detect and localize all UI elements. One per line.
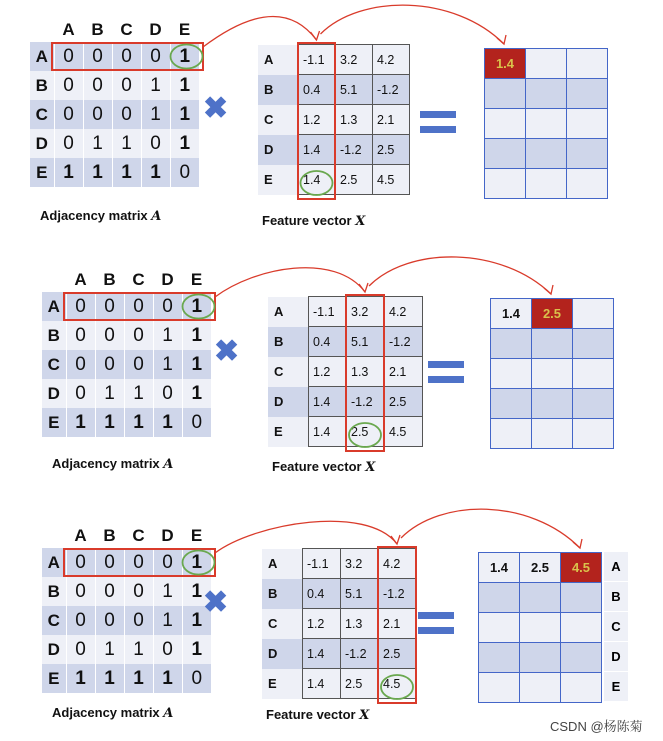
matrix-cell: 0 xyxy=(66,635,95,664)
matrix-cell: 0 xyxy=(66,350,95,379)
matrix-cell: 5.1 xyxy=(347,327,385,357)
matrix-cell: 1 xyxy=(95,664,124,693)
matrix-cell: -1.2 xyxy=(341,639,379,669)
result-cell xyxy=(491,359,532,389)
result-cell xyxy=(573,359,614,389)
row-label: A xyxy=(604,552,628,582)
matrix-cell: 4.2 xyxy=(373,45,410,75)
matrix-cell: 2.5 xyxy=(373,135,410,165)
matrix-cell: 1.3 xyxy=(341,609,379,639)
matrix-cell: 0 xyxy=(54,100,83,129)
matrix-cell: 3.2 xyxy=(336,45,373,75)
feature-caption xyxy=(262,213,365,229)
result-cell xyxy=(526,139,567,169)
result-cell xyxy=(532,329,573,359)
matrix-cell: 1 xyxy=(182,606,211,635)
matrix-cell: 1 xyxy=(182,379,211,408)
result-cell xyxy=(526,109,567,139)
caption-text: Feature vector xyxy=(272,459,366,474)
result-cell xyxy=(479,643,520,673)
result-cell xyxy=(491,419,532,449)
matrix-cell: 0 xyxy=(141,42,170,71)
matrix-cell: 0 xyxy=(124,292,153,321)
result-cell xyxy=(573,419,614,449)
caption-text: Adjacency matrix xyxy=(52,456,164,471)
matrix-cell: 0 xyxy=(124,321,153,350)
column-header: A xyxy=(74,526,87,545)
column-header: C xyxy=(132,526,145,545)
matrix-cell: 1 xyxy=(182,350,211,379)
matrix-cell: 1.4 xyxy=(303,669,341,699)
matrix-cell: 1.2 xyxy=(303,609,341,639)
column-header: A xyxy=(74,270,87,289)
matrix-cell: 0.4 xyxy=(299,75,336,105)
matrix-cell: 1 xyxy=(153,350,182,379)
matrix-cell: 1.4 xyxy=(309,417,347,447)
matrix-cell: 0 xyxy=(83,100,112,129)
matrix-cell: 2.1 xyxy=(373,105,410,135)
result-cell xyxy=(567,79,608,109)
matrix-cell: 5.1 xyxy=(341,579,379,609)
result-cell xyxy=(520,673,561,703)
caption-symbol: A xyxy=(163,706,174,721)
matrix-cell: 1.2 xyxy=(299,105,336,135)
column-header: E xyxy=(190,270,203,289)
matrix-cell: 1.2 xyxy=(309,357,347,387)
arrow-head xyxy=(497,35,506,44)
arrow-head xyxy=(311,31,320,40)
row-header: B xyxy=(258,75,299,105)
matrix-cell: 1 xyxy=(54,158,83,187)
feature-matrix xyxy=(258,44,410,195)
matrix-cell: 0 xyxy=(54,129,83,158)
matrix-cell: 1 xyxy=(153,577,182,606)
result-cell xyxy=(532,359,573,389)
result-cell xyxy=(567,169,608,199)
matrix-cell: 0 xyxy=(153,292,182,321)
multiply-icon: ✖ xyxy=(203,586,229,619)
result-cell xyxy=(485,109,526,139)
result-cell xyxy=(567,109,608,139)
matrix-cell: 1 xyxy=(95,635,124,664)
matrix-cell: 1 xyxy=(83,129,112,158)
matrix-cell: 1 xyxy=(170,71,199,100)
matrix-cell: 1 xyxy=(153,321,182,350)
arrow-head xyxy=(573,539,582,548)
result-cell xyxy=(573,299,614,329)
matrix-cell: 1 xyxy=(182,321,211,350)
row-header: E xyxy=(268,417,309,447)
matrix-cell: -1.2 xyxy=(373,75,410,105)
matrix-cell: 0 xyxy=(124,606,153,635)
result-cell xyxy=(491,329,532,359)
matrix-cell: 1 xyxy=(124,664,153,693)
adjacency-matrix xyxy=(42,268,211,437)
row-header: E xyxy=(42,408,66,437)
matrix-cell: 1 xyxy=(124,408,153,437)
matrix-cell: 1 xyxy=(83,158,112,187)
matrix-cell: 1 xyxy=(66,664,95,693)
caption-symbol: X xyxy=(365,460,376,475)
matrix-cell: -1.2 xyxy=(336,135,373,165)
matrix-cell: 0 xyxy=(66,577,95,606)
adjacency-caption xyxy=(52,705,173,721)
column-header: A xyxy=(62,20,75,39)
caption-symbol: A xyxy=(151,209,162,224)
arrow-head xyxy=(359,283,368,292)
caption-text: Adjacency matrix xyxy=(52,705,164,720)
result-cell xyxy=(479,613,520,643)
matrix-cell: -1.2 xyxy=(379,579,417,609)
matrix-cell: 0 xyxy=(95,350,124,379)
matrix-cell: 3.2 xyxy=(347,297,385,327)
matrix-cell: 4.2 xyxy=(385,297,423,327)
feature-caption xyxy=(272,459,375,475)
matrix-cell: -1.1 xyxy=(303,549,341,579)
row-header: A xyxy=(268,297,309,327)
matrix-cell: 1 xyxy=(153,408,182,437)
matrix-cell: 1.4 xyxy=(309,387,347,417)
matrix-cell: 0 xyxy=(153,379,182,408)
row-label: D xyxy=(604,642,628,672)
matrix-cell: 4.2 xyxy=(379,549,417,579)
row-header: A xyxy=(258,45,299,75)
result-cell xyxy=(479,673,520,703)
matrix-cell: 0 xyxy=(83,42,112,71)
row-header: E xyxy=(30,158,54,187)
matrix-cell: 0 xyxy=(95,321,124,350)
row-header: E xyxy=(262,669,303,699)
row-header: D xyxy=(262,639,303,669)
adjacency-caption xyxy=(40,208,161,224)
matrix-cell: 0.4 xyxy=(303,579,341,609)
matrix-cell: 0 xyxy=(54,71,83,100)
matrix-cell: 0 xyxy=(95,577,124,606)
result-cell xyxy=(485,169,526,199)
matrix-cell: 1 xyxy=(182,548,211,577)
matrix-cell: 0 xyxy=(112,100,141,129)
column-header: B xyxy=(103,270,116,289)
row-header: B xyxy=(268,327,309,357)
matrix-cell: 1 xyxy=(141,158,170,187)
result-matrix xyxy=(490,298,614,449)
result-cell xyxy=(485,79,526,109)
row-header: A xyxy=(30,42,54,71)
matrix-cell: 2.5 xyxy=(385,387,423,417)
row-header: B xyxy=(30,71,54,100)
equals-icon xyxy=(418,612,454,636)
matrix-cell: 1 xyxy=(141,71,170,100)
result-cell xyxy=(561,643,602,673)
matrix-cell: 1 xyxy=(170,42,199,71)
matrix-cell: 0 xyxy=(124,548,153,577)
matrix-cell: 0 xyxy=(66,606,95,635)
matrix-cell: 0 xyxy=(124,350,153,379)
caption-text: Feature vector xyxy=(266,707,360,722)
matrix-cell: 0 xyxy=(66,548,95,577)
matrix-cell: 3.2 xyxy=(341,549,379,579)
matrix-cell: 2.5 xyxy=(336,165,373,195)
matrix-cell: 5.1 xyxy=(336,75,373,105)
matrix-cell: 2.5 xyxy=(379,639,417,669)
matrix-cell: 1 xyxy=(182,292,211,321)
matrix-cell: 0 xyxy=(83,71,112,100)
watermark: CSDN @杨陈菊 xyxy=(550,719,643,734)
matrix-cell: 0 xyxy=(95,606,124,635)
result-cell xyxy=(485,139,526,169)
result-cell: 4.5 xyxy=(561,553,602,583)
matrix-cell: 1 xyxy=(141,100,170,129)
matrix-cell: 1 xyxy=(95,408,124,437)
matrix-cell: -1.2 xyxy=(347,387,385,417)
matrix-cell: 1 xyxy=(182,577,211,606)
adjacency-caption xyxy=(52,456,173,472)
result-cell xyxy=(561,613,602,643)
matrix-cell: 0 xyxy=(182,408,211,437)
arrow-to-feature xyxy=(215,268,365,297)
arrow-to-feature xyxy=(203,17,317,47)
matrix-cell: 0 xyxy=(170,158,199,187)
matrix-cell: 0 xyxy=(95,548,124,577)
matrix-cell: -1.1 xyxy=(309,297,347,327)
matrix-cell: 1.3 xyxy=(336,105,373,135)
matrix-cell: 1 xyxy=(124,635,153,664)
column-header: E xyxy=(178,20,191,39)
result-cell xyxy=(520,613,561,643)
matrix-cell: 4.5 xyxy=(379,669,417,699)
adjacency-matrix xyxy=(30,18,199,187)
row-header: B xyxy=(42,577,66,606)
arrow-to-result xyxy=(401,509,580,548)
matrix-cell: 1 xyxy=(95,379,124,408)
result-cell xyxy=(567,49,608,79)
result-row-labels xyxy=(604,552,628,702)
matrix-cell: 0 xyxy=(153,635,182,664)
row-header: C xyxy=(268,357,309,387)
row-header: C xyxy=(42,606,66,635)
matrix-cell: 0 xyxy=(124,577,153,606)
matrix-cell: 1 xyxy=(124,379,153,408)
result-cell: 1.4 xyxy=(485,49,526,79)
column-header: C xyxy=(120,20,133,39)
row-header: D xyxy=(42,379,66,408)
row-header: B xyxy=(42,321,66,350)
column-header: D xyxy=(161,526,174,545)
result-cell xyxy=(526,169,567,199)
matrix-cell: 4.5 xyxy=(373,165,410,195)
matrix-cell: 2.1 xyxy=(379,609,417,639)
matrix-cell: 0 xyxy=(182,664,211,693)
matrix-cell: 2.5 xyxy=(347,417,385,447)
matrix-cell: 1 xyxy=(182,635,211,664)
column-header: B xyxy=(91,20,104,39)
result-cell xyxy=(520,583,561,613)
matrix-cell: 1 xyxy=(66,408,95,437)
caption-text: Adjacency matrix xyxy=(40,208,152,223)
multiply-icon: ✖ xyxy=(203,92,229,125)
row-header: B xyxy=(262,579,303,609)
matrix-cell: 0 xyxy=(66,321,95,350)
result-cell xyxy=(532,389,573,419)
matrix-cell: 0 xyxy=(153,548,182,577)
equals-icon xyxy=(420,111,456,135)
row-header: E xyxy=(258,165,299,195)
caption-text: Feature vector xyxy=(262,213,356,228)
matrix-cell: 0 xyxy=(66,379,95,408)
matrix-cell: 0 xyxy=(95,292,124,321)
caption-symbol: X xyxy=(359,708,370,723)
result-cell xyxy=(567,139,608,169)
row-header: D xyxy=(258,135,299,165)
result-cell: 1.4 xyxy=(491,299,532,329)
result-matrix xyxy=(478,552,602,703)
caption-symbol: A xyxy=(163,457,174,472)
result-cell xyxy=(526,79,567,109)
result-cell xyxy=(561,673,602,703)
row-header: A xyxy=(42,292,66,321)
matrix-cell: 0 xyxy=(54,42,83,71)
row-header: A xyxy=(262,549,303,579)
row-header: C xyxy=(30,100,54,129)
row-header: C xyxy=(262,609,303,639)
matrix-cell: 1.4 xyxy=(299,135,336,165)
matrix-cell: 0.4 xyxy=(309,327,347,357)
matrix-cell: 0 xyxy=(112,42,141,71)
result-cell xyxy=(479,583,520,613)
matrix-cell: 2.1 xyxy=(385,357,423,387)
arrow-head xyxy=(544,285,553,294)
matrix-cell: 1.4 xyxy=(299,165,336,195)
result-cell xyxy=(526,49,567,79)
result-cell: 2.5 xyxy=(532,299,573,329)
matrix-cell: 1 xyxy=(153,664,182,693)
column-header: D xyxy=(149,20,162,39)
matrix-cell: 4.5 xyxy=(385,417,423,447)
arrow-to-result xyxy=(369,257,551,294)
row-header: A xyxy=(42,548,66,577)
result-cell xyxy=(561,583,602,613)
equals-icon xyxy=(428,361,464,385)
arrow-head xyxy=(391,535,400,544)
row-header: E xyxy=(42,664,66,693)
row-header: D xyxy=(30,129,54,158)
feature-matrix xyxy=(262,548,417,699)
matrix-cell: 0 xyxy=(141,129,170,158)
matrix-cell: 1.3 xyxy=(347,357,385,387)
column-header: E xyxy=(190,526,203,545)
matrix-cell: 1 xyxy=(112,129,141,158)
row-header: C xyxy=(258,105,299,135)
result-cell: 1.4 xyxy=(479,553,520,583)
matrix-cell: 1 xyxy=(170,129,199,158)
caption-symbol: X xyxy=(355,214,366,229)
column-header: D xyxy=(161,270,174,289)
result-cell xyxy=(573,329,614,359)
result-matrix xyxy=(484,48,608,199)
matrix-cell: 1 xyxy=(153,606,182,635)
matrix-cell: 1.4 xyxy=(303,639,341,669)
row-label: B xyxy=(604,582,628,612)
row-header: D xyxy=(268,387,309,417)
row-header: D xyxy=(42,635,66,664)
matrix-cell: 1 xyxy=(170,100,199,129)
arrow-to-result xyxy=(321,5,505,44)
multiply-icon: ✖ xyxy=(214,335,240,368)
result-cell: 2.5 xyxy=(520,553,561,583)
matrix-cell: -1.1 xyxy=(299,45,336,75)
row-label: E xyxy=(604,672,628,702)
result-cell xyxy=(573,389,614,419)
matrix-cell: 2.5 xyxy=(341,669,379,699)
feature-matrix xyxy=(268,296,423,447)
column-header: B xyxy=(103,526,116,545)
matrix-cell: -1.2 xyxy=(385,327,423,357)
matrix-cell: 1 xyxy=(112,158,141,187)
result-cell xyxy=(532,419,573,449)
row-header: C xyxy=(42,350,66,379)
matrix-cell: 0 xyxy=(112,71,141,100)
result-cell xyxy=(491,389,532,419)
feature-caption xyxy=(266,707,369,723)
adjacency-matrix xyxy=(42,524,211,693)
row-label: C xyxy=(604,612,628,642)
matrix-cell: 0 xyxy=(66,292,95,321)
column-header: C xyxy=(132,270,145,289)
result-cell xyxy=(520,643,561,673)
